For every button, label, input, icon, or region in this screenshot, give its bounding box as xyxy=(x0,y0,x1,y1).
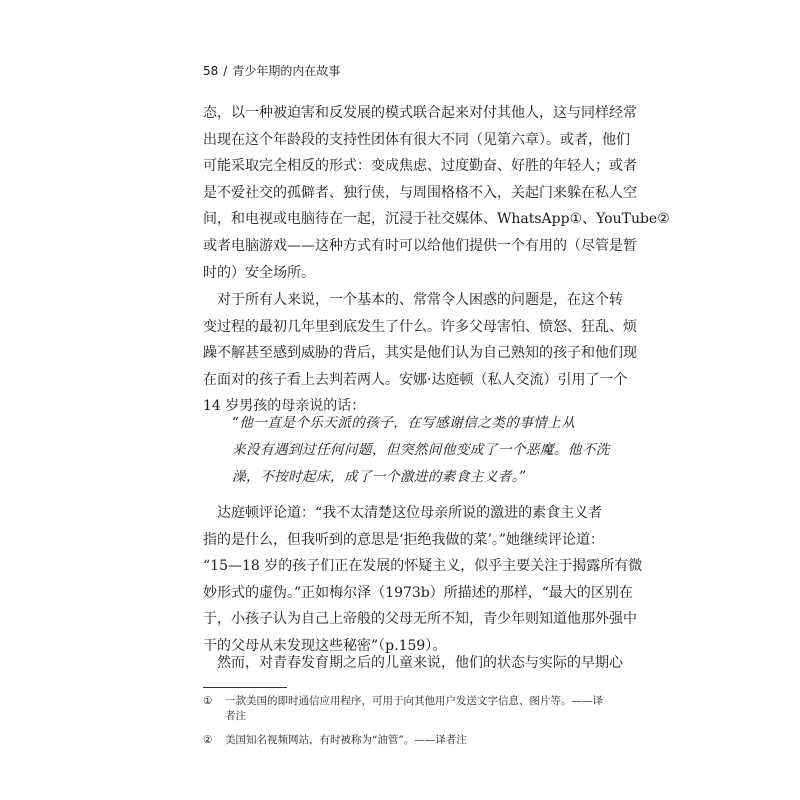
text-line: 态，以一种被迫害和反发展的模式联合起来对付其他人，这与同样经常 xyxy=(203,105,637,121)
footnote-divider xyxy=(203,687,287,688)
footnote-line: 者注 xyxy=(225,710,246,722)
block-quote xyxy=(232,410,610,491)
footnote-marker: ② xyxy=(203,734,213,746)
text-line: 指的是什么，但我听到的意思是‘拒绝我做的菜’。”她继续评论道： xyxy=(203,531,605,548)
text-line: 是不爱社交的孤僻者、独行侠，与周围格格不入，关起门来躲在私人空 xyxy=(203,184,637,201)
book-title: 青少年期的内在故事 xyxy=(232,64,341,78)
text-line: 可能采取完全相反的形式：变成焦虑、过度勤奋、好胜的年轻人；或者 xyxy=(203,158,637,175)
text-line: 或者电脑游戏——这种方式有时可以给他们提供一个有用的（尽管是暂 xyxy=(203,237,637,254)
quote-line: “他一直是个乐天派的孩子，在写感谢信之类的事情上从 xyxy=(232,415,576,431)
text-line: 间，和电视或电脑待在一起，沉浸于社交媒体、WhatsApp①、YouTube② xyxy=(203,211,670,228)
footnote-line: 一款美国的即时通信应用程序，可用于向其他用户发送文字信息、图片等。——译 xyxy=(225,695,603,707)
header-separator: / xyxy=(223,64,228,78)
text-line: 然而，对青春发育期之后的儿童来说，他们的状态与实际的早期心 xyxy=(203,655,623,671)
text-line: 在面对的孩子看上去判若两人。安娜·达庭顿（私人交流）引用了一个 xyxy=(203,371,628,388)
page-number: 58 xyxy=(203,64,219,78)
text-line: 对于所有人来说，一个基本的、常常令人困惑的问题是，在这个转 xyxy=(203,292,623,308)
footnote-2 xyxy=(203,733,599,748)
text-line: 妙形式的虚伪。”正如梅尔泽（1973b）所描述的那样，“最大的区别在 xyxy=(203,584,633,601)
text-line: 干的父母从未发现这些秘密”（p.159）。 xyxy=(203,637,447,654)
footnote-1 xyxy=(203,694,603,724)
text-line: 于，小孩子认为自己上帝般的父母无所不知，青少年则知道他那外强中 xyxy=(203,611,637,628)
paragraph-3 xyxy=(203,500,643,660)
running-header xyxy=(203,63,340,79)
paragraph-4 xyxy=(203,650,623,677)
footnote-marker: ① xyxy=(203,695,213,707)
text-line: 时的）安全场所。 xyxy=(203,264,315,281)
paragraph-1 xyxy=(203,100,670,286)
quote-line: 澡，不按时起床，成了一个激进的素食主义者。” xyxy=(232,469,527,485)
text-line: 达庭顿评论道：“我不太清楚这位母亲所说的激进的素食主义者 xyxy=(203,505,603,521)
text-line: “15—18 岁的孩子们正在发展的怀疑主义，似乎主要关注于揭露所有微 xyxy=(203,558,643,575)
footnote-line: 美国知名视频网站，有时被称为“油管”。——译者注 xyxy=(225,734,467,746)
text-line: 14 岁男孩的母亲说的话： xyxy=(203,398,366,415)
paragraph-2 xyxy=(203,287,637,420)
quote-line: 来没有遇到过任何问题，但突然间他变成了一个恶魔。他不洗 xyxy=(232,442,610,458)
text-line: 躁不解甚至感到威胁的背后，其实是他们认为自己熟知的孩子和他们现 xyxy=(203,345,637,362)
text-line: 变过程的最初几年里到底发生了什么。许多父母害怕、愤怒、狂乱、烦 xyxy=(203,318,637,335)
text-line: 出现在这个年龄段的支持性团体有很大不同（见第六章）。或者，他们 xyxy=(203,131,630,148)
